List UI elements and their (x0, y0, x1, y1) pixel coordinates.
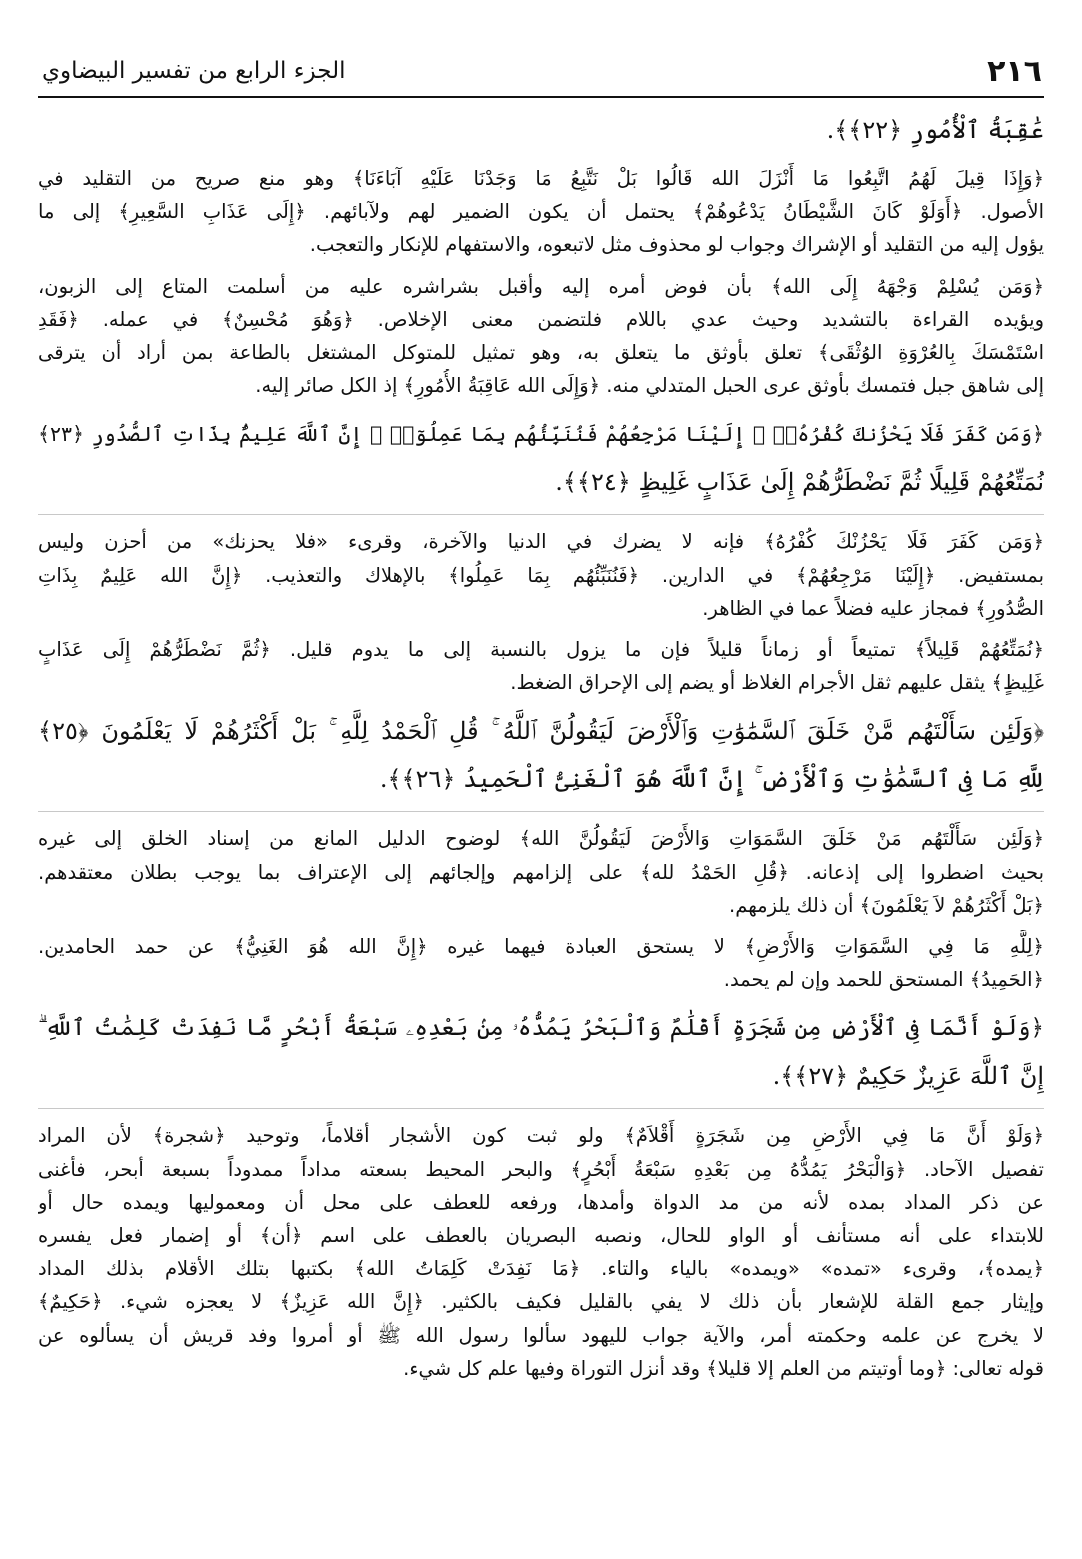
text-line: ﴿لِلَّهِ مَا فِي السَّمَوَاتِ وَالأَرْضِ﴾ لا يستحق العبادة فيهما غيره ﴿إِنَّ الله هُوَ الغَنِيُّ﴾ عن حمد الحامدين. (38, 935, 1044, 959)
text-line: ﴿بَلْ أَكْثَرُهُمْ لاَ يَعْلَمُونَ﴾ أن ذلك يلزمهم. (729, 893, 1044, 917)
text-line: ﴿وَمَن كَفَرَ فَلَا يَحْزُنْكَ كُفْرُهُ﴾ فإنه لا يضرك في الدنيا والآخرة، وقرىء «فلا يحزنك» من أحزن وليس (38, 530, 1044, 554)
text-line: قوله تعالى: ﴿وما أوتيتم من العلم إلا قليلا﴾ وقد أنزل التوراة وفيها علم كل شيء. (403, 1356, 1044, 1380)
verse-line: ﴿وَلَوْ أَنَّمَا فِى ٱلْأَرْضِ مِن شَجَرَةٍ أَقْلَٰمٌ وَٱلْبَحْرُ يَمُدُّهُۥ مِنۢ بَعْدِهِۦ سَبْعَةُ أَبْحُرٍ مَّا نَفِدَتْ كَلِمَٰتُ ٱللَّهِ ۗ (38, 1015, 1044, 1042)
verse-line: لِلَّهِ مَا فِى ٱلسَّمَٰوَٰتِ وَٱلْأَرْضِ ۚ إِنَّ ٱللَّهَ هُوَ ٱلْغَنِىُّ ٱلْحَمِيدُ ﴿٢٦﴾﴾. (379, 765, 1044, 794)
separator (38, 514, 1044, 515)
commentary-paragraph (38, 1119, 1044, 1385)
page-body (38, 106, 1044, 1393)
quran-verse-block (38, 707, 1044, 803)
text-line: للابتداء على أنه مستأنف أو الواو للحال، ونصبه البصريان بالعطف على اسم ﴿أن﴾ أو إضمار فعل يفسره (38, 1224, 1044, 1248)
text-line: عن ذكر المداد بمده لأنه من مد الدواة وأمدها، ورفعه للعطف على محل أن ومعموليها ويمده حال أو (38, 1190, 1044, 1214)
commentary-paragraph (38, 822, 1044, 922)
verse-line: ﴿وَلَئِن سَأَلْتَهُم مَّنْ خَلَقَ ٱلسَّمَٰوَٰتِ وَٱلْأَرْضَ لَيَقُولُنَّ ٱللَّهُ ۚ قُلِ ٱلْحَمْدُ لِلَّهِ ۚ بَلْ أَكْثَرُهُمْ لَا يَعْلَمُونَ ﴿٢٥﴾ (38, 717, 1044, 746)
text-line: ويؤيده القراءة بالتشديد وحيث عدي باللام فلتضمن معنى الإخلاص. ﴿وَهُوَ مُحْسِنٌ﴾ في عمله. ﴿فَقَدِ (38, 307, 1044, 331)
running-title: الجزء الرابع من تفسير البيضاوي (42, 58, 346, 84)
quran-verse-block (38, 410, 1044, 506)
commentary-paragraph (38, 270, 1044, 403)
text-line: بحيث اضطروا إلى إذعانه. ﴿قُلِ الحَمْدُ لله﴾ على إلزامهم وإلجائهم إلى الإعتراف بما يوجب بطلان معتقدهم. (38, 860, 1044, 884)
text-line: تفصيل الآحاد. ﴿وَالْبَحْرُ يَمُدُّهُ مِن بَعْدِهِ سَبْعَةُ أَبْحُرٍ﴾ والبحر المحيط بسعته مداداً ممدوداً بسبعة أبحر، فأغنى (38, 1157, 1044, 1181)
commentary-paragraph (38, 525, 1044, 625)
text-line: ﴿وَلَوْ أَنَّ مَا فِي الأَرْضِ مِن شَجَرَةٍ أَقْلاَمٌ﴾ ولو ثبت كون الأشجار أقلاماً، وتوحيد ﴿شجرة﴾ لأن المراد (38, 1124, 1044, 1148)
text-line: الأصول. ﴿أَوَلَوْ كَانَ الشَّيْطَانُ يَدْعُوهُمْ﴾ يحتمل أن يكون الضمير لهم ولآبائهم. ﴿إِلَى عَذَابِ السَّعِيرِ﴾ إلى ما (38, 200, 1044, 224)
commentary-paragraph (38, 633, 1044, 699)
text-line: وإيثار جمع القلة للإشعار بأن ذلك لا يفي بالقليل فكيف بالكثير. ﴿إِنَّ الله عَزِيزٌ﴾ لا يعجزه شيء. ﴿حَكِيمٌ﴾ (38, 1290, 1044, 1314)
text-line: ﴿وَإِذَا قِيلَ لَهُمُ اتَّبِعُوا مَا أَنْزَلَ الله قَالُوا بَلْ نَتَّبِعُ مَا وَجَدْنَا عَلَيْهِ آبَاءَنَا﴾ وهو منع صريح من التقليد في (38, 167, 1044, 190)
verse-line: ﴿وَمَن كَفَرَ فَلَا يَحْزُنكَ كُفْرُهُۥٓ ۚ إِلَيْنَا مَرْجِعُهُمْ فَنُنَبِّئُهُم بِمَا عَمِلُوٓا۟ ۚ إِنَّ ٱللَّهَ عَلِيمٌۢ بِذَاتِ ٱلصُّدُورِ ﴿٢٣﴾ (38, 422, 1044, 447)
quran-verse-block (38, 1004, 1044, 1100)
commentary-paragraph (38, 162, 1044, 262)
quran-verse-block (38, 106, 1044, 154)
text-line: ﴿نُمَتِّعُهُمْ قَلِيلاً﴾ تمتيعاً أو زماناً قليلاً فإن ما يزول بالنسبة إلى ما يدوم قليل. ﴿ثُمَّ نَضْطَرُّهُمْ إِلَى عَذَابٍ (38, 638, 1044, 662)
text-line: يؤول إليه من التقليد أو الإشراك وجواب لو محذوف مثل لاتبعوه، والاستفهام للإنكار والتعجب. (309, 233, 1044, 257)
separator (38, 1108, 1044, 1109)
text-line: بمستفيض. ﴿إِلَيْنَا مَرْجِعُهُمْ﴾ في الدارين. ﴿فَنُنَبِّئُهُم بِمَا عَمِلُوا﴾ بالإهلاك والتعذيب. ﴿إِنَّ الله عَلِيمٌ بِذَاتِ (38, 563, 1044, 587)
verse-line: إِنَّ ٱللَّهَ عَزِيزٌ حَكِيمٌ ﴿٢٧﴾﴾. (772, 1062, 1044, 1091)
text-line: ﴿وَلَئِن سَأَلْتَهُم مَنْ خَلَقَ السَّمَوَاتِ وَالأَرْضَ لَيَقُولُنَّ الله﴾ لوضوح الدليل المانع من إسناد الخلق إلى غيره (38, 827, 1044, 851)
text-line: غَلِيظٍ﴾ يثقل عليهم ثقل الأجرام الغلاظ أو يضم إلى الإحراق الضغط. (510, 671, 1044, 695)
text-line: ﴿الحَمِيدُ﴾ المستحق للحمد وإن لم يحمد. (723, 968, 1044, 992)
text-line: ﴿وَمَن يُسْلِمْ وَجْهَهُ إِلَى الله﴾ بأن فوض أمره إليه وأقبل بشراشره عليه من أسلمت المتاع إلى الزبون، (38, 274, 1044, 298)
text-line: الصُّدُورِ﴾ فمجاز عليه فضلاً عما في الظاهر. (702, 596, 1044, 620)
commentary-paragraph (38, 930, 1044, 996)
text-line: ﴿يمده﴾، وقرىء «تمده» «ويمده» بالياء والتاء. ﴿مَا نَفِدَتْ كَلِمَاتُ الله﴾ بكتبها بتلك الأقلام بذلك المداد (38, 1257, 1044, 1281)
verse-line: نُمَتِّعُهُمْ قَلِيلًا ثُمَّ نَضْطَرُّهُمْ إِلَىٰ عَذَابٍ غَلِيظٍ ﴿٢٤﴾﴾. (555, 468, 1044, 497)
page-number: ٢١٦ (987, 54, 1042, 89)
text-line: إلى شاهق جبل فتمسك بأوثق عرى الحبل المتدلي منه. ﴿وَإِلَى الله عَاقِبَةُ الأُمُورِ﴾ إذ الكل صائر إليه. (255, 374, 1044, 398)
text-line: لا يخرج عن علمه وحكمته أمر، والآية جواب لليهود سألوا رسول الله ﷺ أو أمروا وفد قريش أن يسألوه عن (38, 1323, 1044, 1347)
verse-line: عَٰقِبَةُ ٱلْأُمُورِ ﴿٢٢﴾﴾. (826, 116, 1044, 144)
text-line: اسْتَمْسَكَ بِالعُرْوَةِ الوُثْقَى﴾ تعلق بأوثق ما يتعلق به، وهو تمثيل للمتوكل المشتغل بالطاعة بمن أراد أن يترقى (38, 341, 1044, 365)
separator (38, 811, 1044, 812)
page-header (38, 44, 1044, 98)
